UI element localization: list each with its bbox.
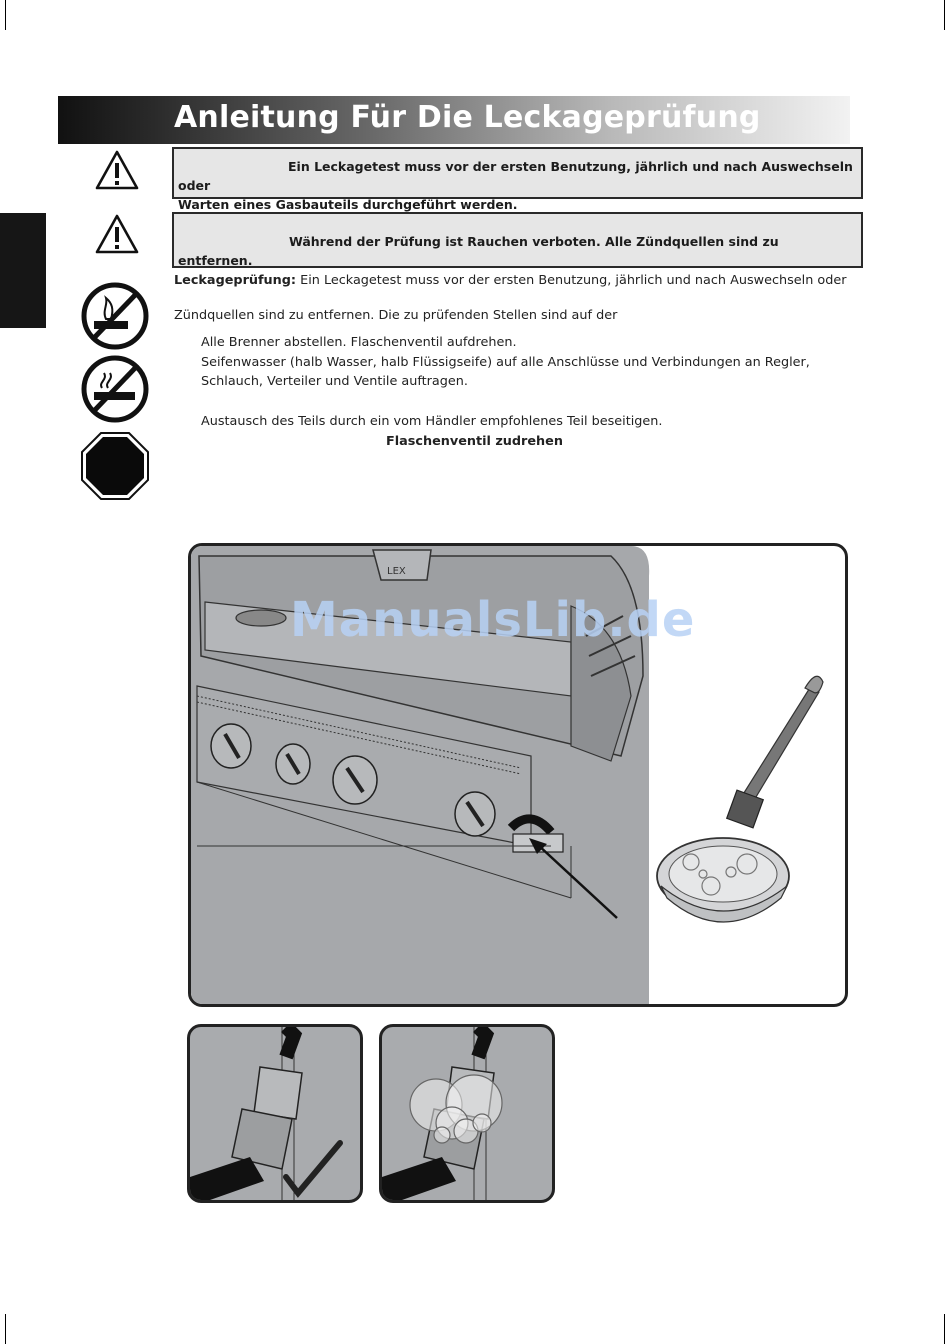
no-smoking-icon [80,354,150,424]
title-bar [58,96,850,144]
connection-drawing [190,1027,360,1200]
warning-text-cont: Warten eines Gasbauteils durchgeführt werden. [178,197,518,212]
leak-test-label: Leckageprüfung: [174,273,297,288]
section-side-tab [0,213,46,328]
connection-no-leak-figure [187,1024,363,1203]
step-2-cont: Schlauch, Verteiler und Ventile auftragen. [201,374,468,389]
grill-badge-text: LEX [387,566,406,577]
warning-text: Ein Leckagetest muss vor der ersten Benutzung, jährlich und nach Auswechseln oder [178,159,853,193]
warning-triangle-icon [94,149,140,191]
page-title: Anleitung Für Die Leckageprüfung [174,100,761,135]
leak-test-line1: Ein Leckagetest muss vor der ersten Benutzung, jährlich und nach Auswechseln oder [296,273,847,288]
leak-test-line2: Zündquellen sind zu entfernen. Die zu prüfenden Stellen sind auf der [174,308,618,323]
warning-box-no-smoking [172,212,863,268]
warning-triangle-icon [94,213,140,255]
step-2: Seifenwasser (halb Wasser, halb Flüssigseife) auf alle Anschlüsse und Verbindungen an Regler, [201,355,810,370]
crop-mark-bottom-left [5,1314,6,1344]
step-4: Austausch des Teils durch ein vom Händler empfohlenes Teil beseitigen. [201,414,663,429]
leak-drawing [382,1027,552,1200]
leak-test-paragraph [174,271,846,290]
crop-mark-bottom-right [944,1314,945,1344]
warning-text: Während der Prüfung ist Rauchen verboten. Alle Zündquellen sind zu entfernen. [178,234,779,268]
crop-mark-top-left [5,0,6,30]
no-open-flame-icon [80,281,150,351]
crop-mark-top-right [944,0,945,30]
close-valve-instruction: Flaschenventil zudrehen [386,434,563,449]
stop-sign-icon [80,431,150,501]
connection-leak-bubbles-figure [379,1024,555,1203]
step-1: Alle Brenner abstellen. Flaschenventil aufdrehen. [201,335,517,350]
watermark: ManualsLib.de [290,592,696,648]
warning-box-gas-test [172,147,863,212]
